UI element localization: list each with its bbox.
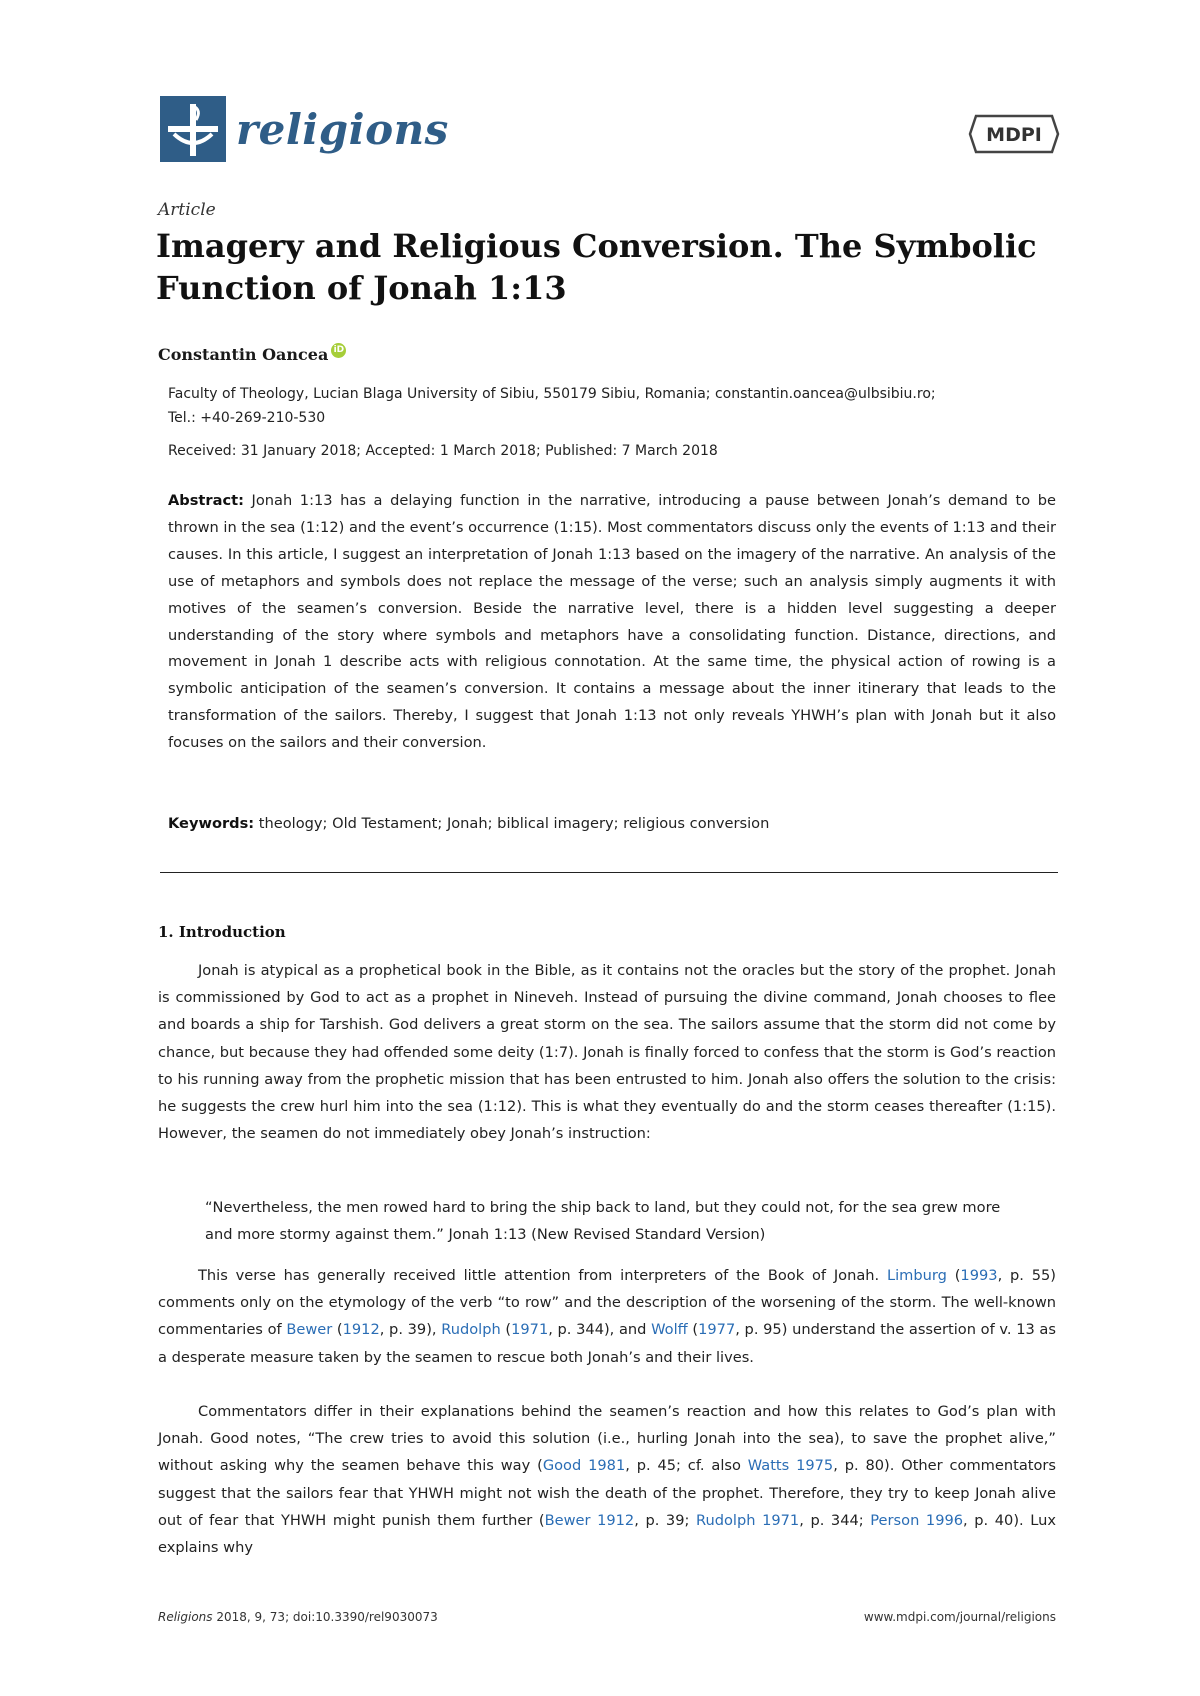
text-run: , p. 344; bbox=[799, 1511, 871, 1529]
text-run: , p. 80). Other commentators suggest that the sailors fear that YHWH might not wish the death of the prophet. Therefore, they try to keep Jonah alive out of fear that YHWH might punish them further ( bbox=[158, 1457, 1057, 1529]
page-title: Imagery and Religious Conversion. The Symbolic Function of Jonah 1:13 bbox=[156, 227, 1037, 307]
section-heading: 1. Introduction bbox=[158, 923, 286, 941]
citation-link[interactable]: Watts 1975 bbox=[747, 1457, 834, 1475]
citation-link[interactable]: Rudolph bbox=[441, 1321, 501, 1339]
text-run: ( bbox=[500, 1321, 512, 1339]
footer-url[interactable]: www.mdpi.com/journal/religions bbox=[863, 1610, 1056, 1624]
citation-link[interactable]: 1993 bbox=[960, 1267, 998, 1284]
orcid-icon[interactable]: iD bbox=[331, 343, 346, 358]
footer-doi: 2018, 9, 73; doi:10.3390/rel9030073 bbox=[212, 1610, 438, 1624]
article-type: Article bbox=[158, 200, 216, 220]
journal-logo bbox=[160, 96, 449, 162]
text-run: , p. 344), and bbox=[548, 1321, 652, 1339]
religions-logo-icon bbox=[160, 96, 226, 162]
citation-link[interactable]: Limburg bbox=[886, 1267, 947, 1284]
citation-link[interactable]: Bewer bbox=[286, 1321, 333, 1339]
keywords-text: theology; Old Testament; Jonah; biblical imagery; religious conversion bbox=[254, 815, 770, 832]
text-run: , p. 39), bbox=[379, 1321, 442, 1339]
affiliation-line-2: Tel.: +40-269-210-530 bbox=[168, 410, 326, 426]
text-run: ( bbox=[332, 1321, 343, 1339]
citation-link[interactable]: Rudolph 1971 bbox=[696, 1511, 800, 1529]
paragraph-3 bbox=[158, 1398, 1056, 1561]
paragraph-2 bbox=[158, 1262, 1056, 1371]
citation-link[interactable]: 1971 bbox=[511, 1321, 549, 1339]
journal-name: religions bbox=[236, 104, 449, 154]
abstract-text: Jonah 1:13 has a delaying function in the narrative, introducing a pause between Jonah’s demand to be thrown in the sea (1:12) and the event’s occurrence (1:15). Most commentators discuss only the events of 1:13 and their causes. In this article, I suggest an interpretation of Jonah 1:13 based on the imagery of the narrative. An analysis of the use of metaphors and symbols does not replace the message of the verse; such an analysis simply augments it with motives of the seamen’s conversion. Beside the narrative level, there is a hidden level suggesting a deeper understanding of the story where symbols and metaphors have a consolidating function. Distance, directions, and movement in Jonah 1 describe acts with religious connotation. At the same time, the physical action of rowing is a symbolic anticipation of the seamen’s conversion. It contains a message about the inner itinerary that leads to the transformation of the sailors. Thereby, I suggest that Jonah 1:13 not only reveals YHWH’s plan with Jonah but it also focuses on the sailors and their conversion. bbox=[168, 492, 1056, 752]
footer-journal: Religions bbox=[158, 1610, 213, 1624]
paragraph-1: Jonah is atypical as a prophetical book in the Bible, as it contains not the oracles but the story of the prophet. Jonah is commissioned by God to act as a prophet in Nineveh. Instead of pursuing the divine command, Jonah chooses to flee and boards a ship for Tarshish. God delivers a great storm on the sea. The sailors assume that the storm did not come by chance, but because they had offended some deity (1:7). Jonah is finally forced to confess that the storm is God’s reaction to his running away from the prophetic mission that has been entrusted to him. Jonah also offers the solution to the crisis: he suggests the crew hurl him into the sea (1:12). This is what they eventually do and the storm ceases thereafter (1:15). However, the seamen do not immediately obey Jonah’s instruction: bbox=[158, 962, 1056, 1143]
text-run: , p. 95) understand the assertion of v. 13 as a desperate measure taken by the seamen to rescue both Jonah’s and their lives. bbox=[158, 1321, 1056, 1366]
publisher-name: MDPI bbox=[986, 124, 1042, 146]
abstract-label: Abstract: bbox=[168, 492, 244, 509]
citation-link[interactable]: Wolff bbox=[651, 1321, 688, 1339]
author bbox=[158, 345, 346, 364]
divider bbox=[160, 872, 1058, 873]
text-run: ( bbox=[687, 1321, 699, 1339]
text-run: ( bbox=[946, 1267, 961, 1284]
citation-link[interactable]: Person 1996 bbox=[870, 1511, 964, 1529]
text-run: , p. 40). Lux explains why bbox=[158, 1511, 1056, 1557]
affiliation bbox=[168, 382, 1068, 430]
text-run: , p. 55) comments only on the etymology of the verb “to row” and the description of the worsening of the storm. The well-known commentaries of bbox=[158, 1267, 1056, 1339]
citation-link[interactable]: 1977 bbox=[698, 1321, 736, 1339]
keywords-label: Keywords: bbox=[168, 815, 255, 832]
text-run: This verse has generally received little attention from interpreters of the Book of Jonah. bbox=[198, 1267, 887, 1284]
text-run: , p. 39; bbox=[634, 1511, 696, 1529]
abstract bbox=[168, 488, 1056, 757]
publication-dates: Received: 31 January 2018; Accepted: 1 March 2018; Published: 7 March 2018 bbox=[168, 443, 718, 459]
text-run: , p. 45; cf. also bbox=[625, 1457, 748, 1475]
block-quote: “Nevertheless, the men rowed hard to bring the ship back to land, but they could not, for the sea grew more and more stormy against them.” Jonah 1:13 (New Revised Standard Version) bbox=[205, 1199, 1001, 1244]
mdpi-logo bbox=[968, 110, 1060, 162]
footer-citation bbox=[158, 1610, 438, 1624]
affiliation-line-1: Faculty of Theology, Lucian Blaga University of Sibiu, 550179 Sibiu, Romania; constantin.oancea@ulbsibiu.ro; bbox=[168, 386, 936, 402]
citation-link[interactable]: Bewer 1912 bbox=[544, 1511, 635, 1529]
citation-link[interactable]: Good 1981 bbox=[542, 1457, 626, 1475]
citation-link[interactable]: 1912 bbox=[342, 1321, 380, 1339]
keywords bbox=[168, 815, 769, 832]
text-run: Commentators differ in their explanations behind the seamen’s reaction and how this relates to God’s plan with Jonah. Good notes, “The crew tries to avoid this solution (i.e., hurling Jonah into the sea), to save the prophet alive,” without asking why the seamen behave this way ( bbox=[158, 1403, 1056, 1475]
author-name: Constantin Oancea bbox=[158, 345, 329, 364]
